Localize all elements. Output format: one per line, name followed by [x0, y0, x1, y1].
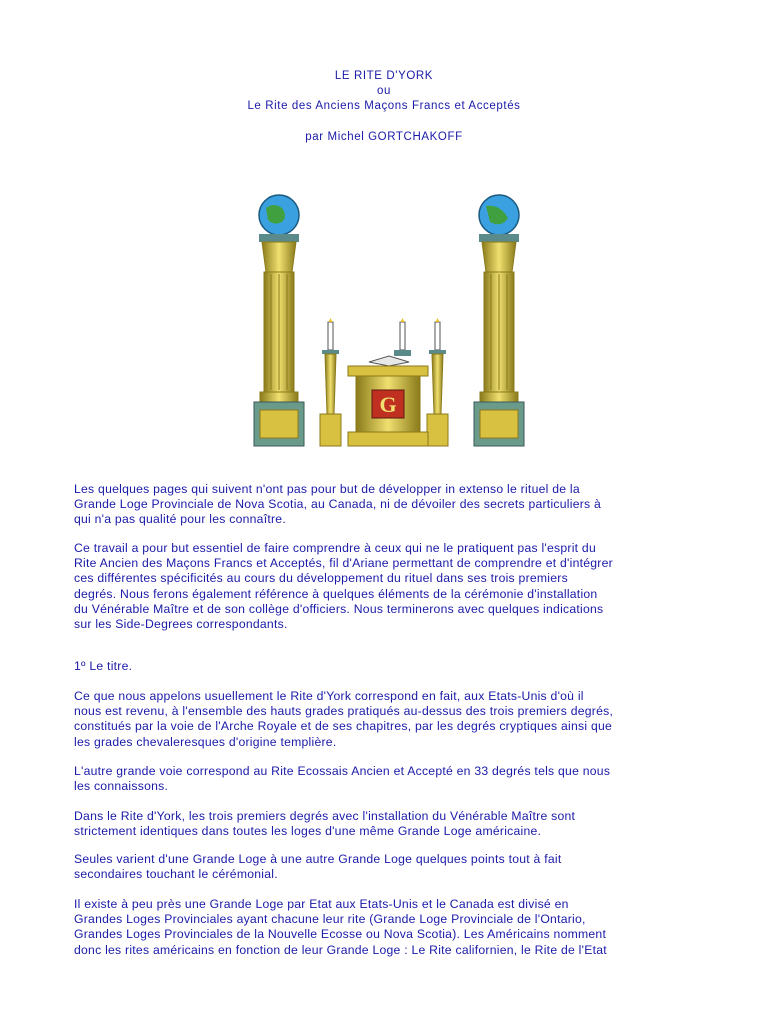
paragraph-line: secondaires touchant le cérémonial. — [74, 867, 278, 882]
paragraph-line: du Vénérable Maître et de son collège d'officiers. Nous terminerons avec quelques indications — [74, 601, 604, 616]
paragraph-line: Grande Loge Provinciale de Nova Scotia, au Canada, ni de dévoiler des secrets particuliers à — [74, 497, 602, 512]
paragraph-line: ces différentes spécificités au cours du développement du rituel dans ses trois premiers — [74, 571, 568, 586]
candle-left — [320, 318, 341, 446]
right-pillar — [474, 195, 524, 446]
paragraph — [74, 764, 704, 794]
title-conjunction: ou — [377, 85, 391, 97]
paragraph — [74, 541, 704, 632]
paragraph-line: Les quelques pages qui suivent n'ont pas pour but de développer in extenso le rituel de la — [74, 482, 580, 496]
paragraph-line: 1º Le titre. — [74, 659, 133, 673]
altar — [348, 356, 428, 446]
paragraph-line: strictement identiques dans toutes les loges d'une même Grande Loge américaine. — [74, 824, 542, 839]
paragraph-line: nous est revenu, à l'ensemble des hauts grades pratiqués au-dessus des trois premiers degrés, — [74, 704, 614, 719]
paragraph — [74, 809, 704, 839]
candle-right — [427, 318, 448, 446]
paragraph-line: Il existe à peu près une Grande Loge par Etat aux Etats-Unis et le Canada est divisé en — [74, 897, 569, 911]
paragraph — [74, 897, 704, 958]
masonic-temple-illustration — [244, 190, 534, 452]
candle-center — [394, 318, 411, 356]
paragraph — [74, 689, 704, 750]
altar-letter: G — [379, 392, 397, 417]
document-subtitle: Le Rite des Anciens Maçons Francs et Acceptés — [247, 100, 521, 112]
paragraph — [74, 852, 704, 882]
paragraph-line: L'autre grande voie correspond au Rite Ecossais Ancien et Accepté en 33 degrés tels que nous — [74, 764, 611, 778]
document-author: par Michel GORTCHAKOFF — [305, 131, 463, 143]
paragraph-line: degrés. Nous ferons également référence à quelques éléments de la cérémonie d'installation — [74, 586, 598, 601]
paragraph-line: Ce travail a pour but essentiel de faire comprendre à ceux qui ne le pratiquent pas l'esprit du — [74, 541, 596, 555]
left-pillar — [254, 195, 304, 446]
open-book-icon — [369, 356, 409, 366]
paragraph — [74, 659, 704, 674]
paragraph-line: Seules varient d'une Grande Loge à une autre Grande Loge quelques points tout à fait — [74, 852, 562, 866]
paragraph-line: sur les Side-Degrees correspondants. — [74, 617, 288, 632]
paragraph-line: Ce que nous appelons usuellement le Rite d'York correspond en fait, aux Etats-Unis d'où il — [74, 689, 584, 703]
paragraph-line: Grandes Loges Provinciales ayant chacune leur rite (Grande Loge Provinciale de l'Ontario, — [74, 912, 586, 927]
paragraph-line: constitués par la voie de l'Arche Royale et de ses chapitres, par les degrés cryptiques ainsi que — [74, 719, 613, 734]
paragraph — [74, 482, 704, 528]
paragraph-line: Grandes Loges Provinciales de la Nouvelle Ecosse ou Nova Scotia). Les Américains nomment — [74, 927, 607, 942]
paragraph-line: les grades chevaleresques d'origine templière. — [74, 734, 337, 749]
paragraph-line: Dans le Rite d'York, les trois premiers degrés avec l'installation du Vénérable Maître sont — [74, 809, 576, 823]
paragraph-line: Rite Ancien des Maçons Francs et Acceptés, fil d'Ariane permettant de comprendre et d'intégrer — [74, 556, 613, 571]
document-title: LE RITE D'YORK — [334, 70, 434, 82]
paragraph-line: qui n'a pas qualité pour les connaître. — [74, 512, 286, 527]
paragraph-line: donc les rites américains en fonction de leur Grande Loge : Le Rite californien, le Rite de l'Etat — [74, 942, 607, 957]
paragraph-line: les connaissons. — [74, 779, 169, 794]
